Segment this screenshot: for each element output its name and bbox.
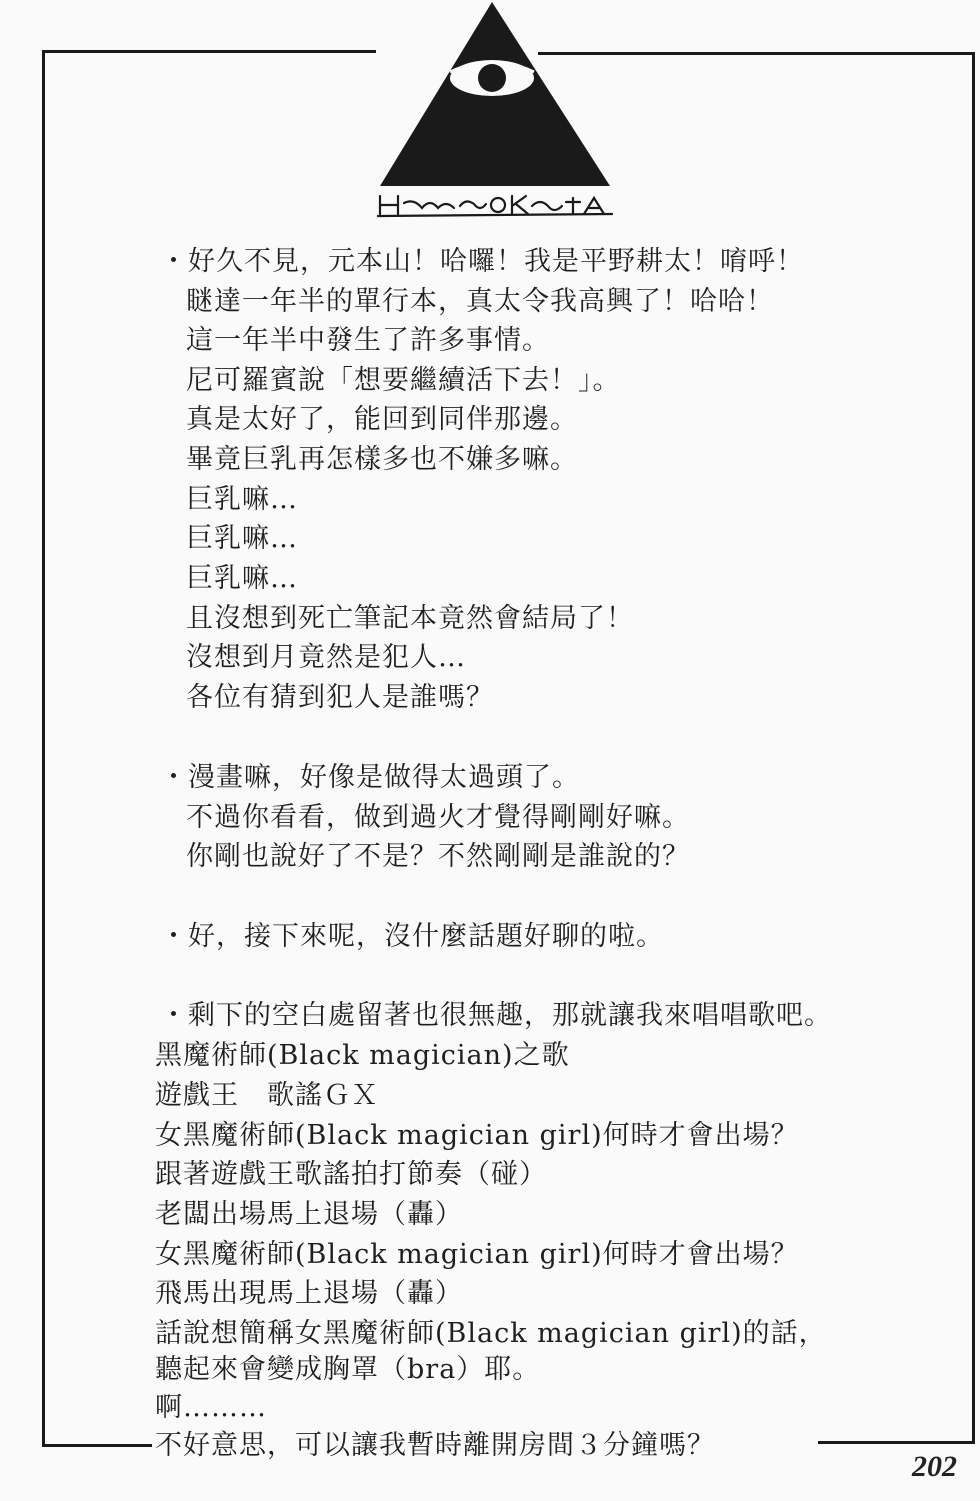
text-line: 黑魔術師(Black magician)之歌 — [155, 1040, 570, 1071]
text-line: 不好意思，可以讓我暫時離開房間３分鐘嗎？ — [155, 1430, 715, 1461]
text-line: 巨乳嘛… — [186, 484, 298, 515]
text-line: 跟著遊戲王歌謠拍打節奏（碰） — [155, 1159, 547, 1190]
text-line: ・好，接下來呢，沒什麼話題好聊的啦。 — [160, 921, 664, 952]
text-line: 尼可羅賓說「想要繼續活下去！」。 — [186, 365, 621, 396]
text-line: 女黑魔術師(Black magician girl)何時才會出場？ — [155, 1120, 799, 1151]
text-line: 不過你看看，做到過火才覺得剛剛好嘛。 — [186, 802, 690, 833]
text-line: 這一年半中發生了許多事情。 — [186, 325, 550, 356]
text-line: 啊……… — [155, 1392, 267, 1423]
text-line: 巨乳嘛… — [186, 563, 298, 594]
text-line: ・剩下的空白處留著也很無趣，那就讓我來唱唱歌吧。 — [160, 1000, 832, 1031]
text-line: 老闆出場馬上退場（轟） — [155, 1199, 463, 1230]
text-line: 話說想簡稱女黑魔術師(Black magician girl)的話， — [155, 1318, 827, 1349]
text-line: ・漫畫嘛，好像是做得太過頭了。 — [160, 762, 580, 793]
text-line: 巨乳嘛… — [186, 523, 298, 554]
text-line: 女黑魔術師(Black magician girl)何時才會出場？ — [155, 1239, 799, 1270]
text-line: ・好久不見，元本山！哈囉！我是平野耕太！唷呼！ — [160, 246, 804, 277]
text-line: 飛馬出現馬上退場（轟） — [155, 1278, 463, 1309]
text-line: 畢竟巨乳再怎樣多也不嫌多嘛。 — [186, 444, 578, 475]
text-line: 且沒想到死亡筆記本竟然會結局了！ — [186, 603, 634, 634]
text-line: 瞇達一年半的單行本，真太令我高興了！哈哈！ — [186, 286, 774, 317]
text-line: 沒想到月竟然是犯人… — [186, 642, 466, 673]
text-line: 你剛也說好了不是？不然剛剛是誰說的？ — [186, 841, 690, 872]
page-number: 202 — [912, 1450, 957, 1483]
text-line: 各位有猜到犯人是誰嗎？ — [186, 682, 494, 713]
text-line: 聽起來會變成胸罩（bra）耶。 — [155, 1354, 541, 1385]
text-line: 真是太好了，能回到同伴那邊。 — [186, 404, 578, 435]
text-line: 遊戲王 歌謠ＧＸ — [155, 1080, 379, 1111]
